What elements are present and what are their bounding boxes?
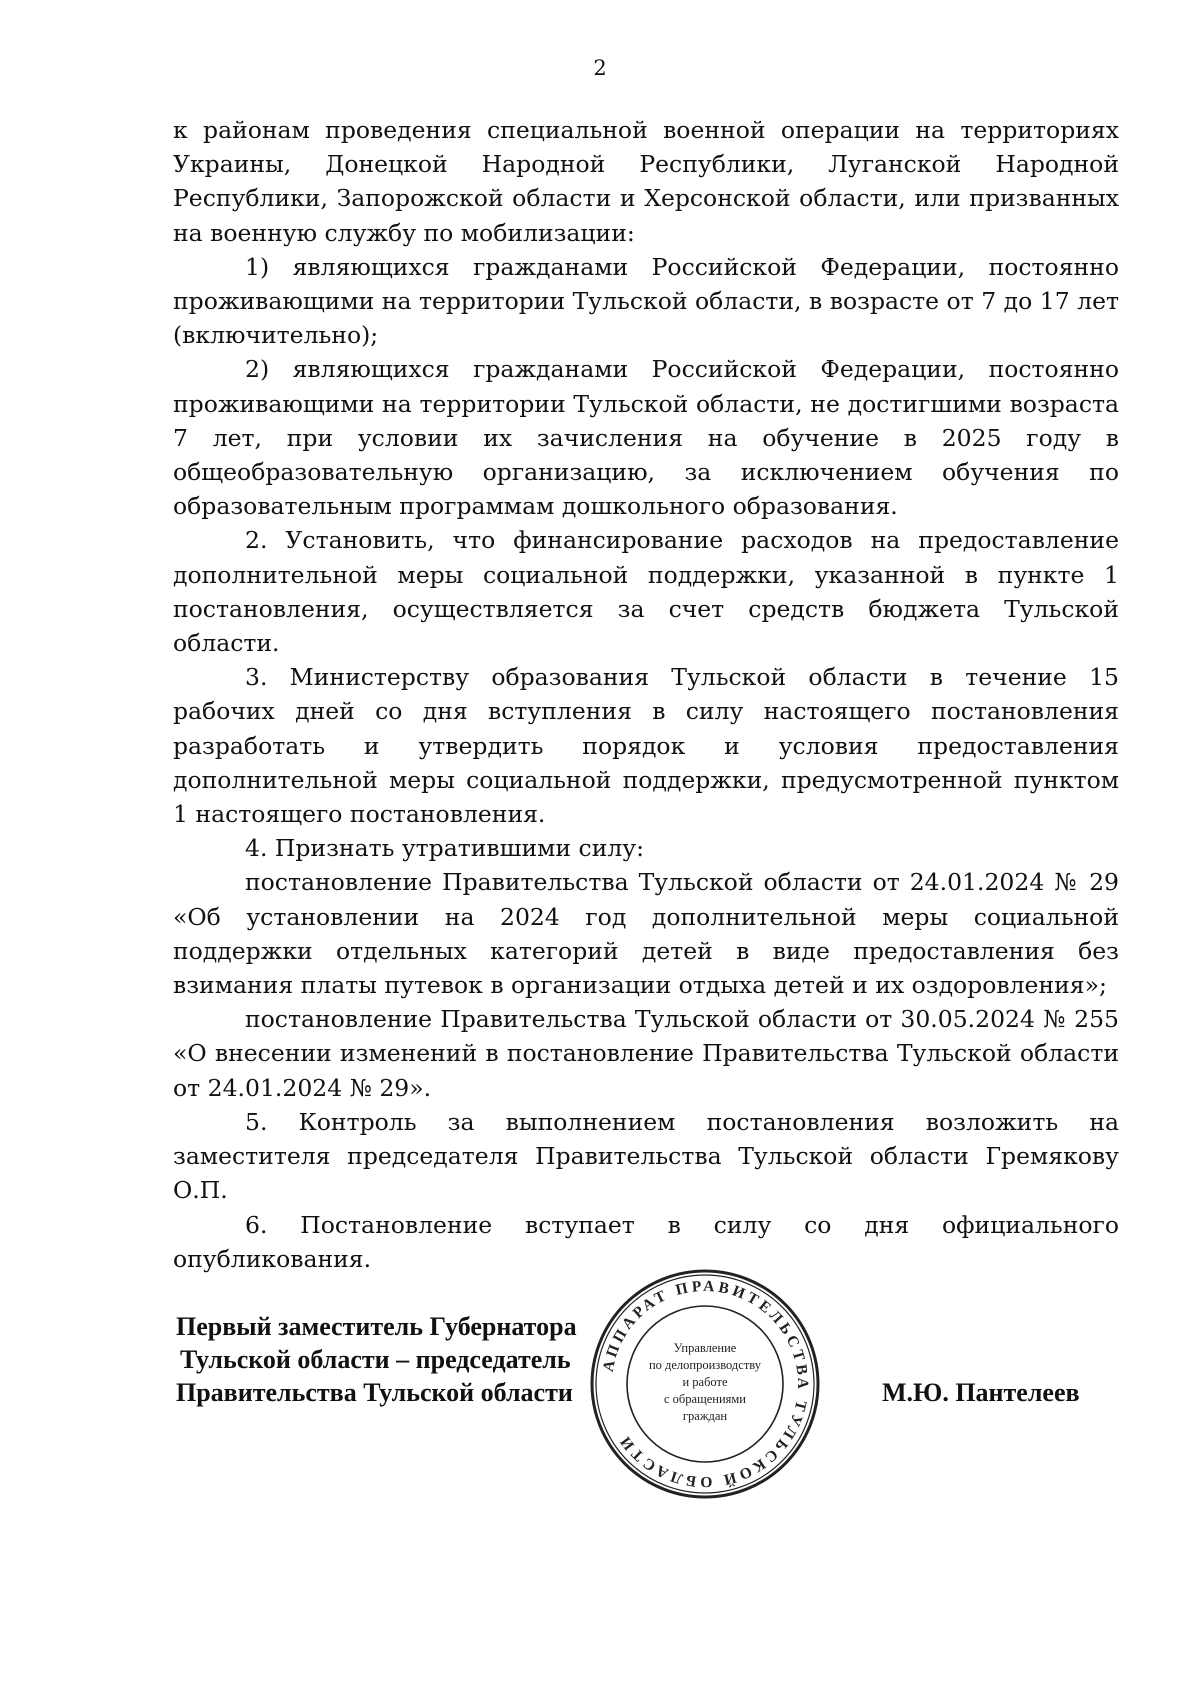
seal-ring-text: АППАРАТ ПРАВИТЕЛЬСТВА ТУЛЬСКОЙ ОБЛАСТИ (599, 1277, 812, 1491)
paragraph-continuation: к районам проведения специальной военной операции на территориях Украины, Донецкой Народной Республики, Луганской Народной Республики, Запорожской области и Херсонской области, или призванных на военную службу по мобилизации: (173, 116, 1119, 247)
document-body (173, 113, 1119, 1276)
repealed-act-2: постановление Правительства Тульской области от 30.05.2024 № 255 «О внесении изменений в постановление Правительства Тульской области от 24.01.2024 № 29». (173, 1005, 1119, 1102)
official-seal-icon (589, 1268, 821, 1500)
signatory-title-line-2: Тульской области – председатель (180, 1345, 571, 1374)
clause-4: 4. Признать утратившими силу: (245, 834, 645, 863)
signatory-title-line-3: Правительства Тульской области (176, 1378, 573, 1407)
signatory-title-line-1: Первый заместитель Губернатора (176, 1312, 577, 1341)
clause-3: 3. Министерству образования Тульской области в течение 15 рабочих дней со дня вступления в силу настоящего постановления разработать и утвердить порядок и условия предоставления дополнительной меры социальной поддержки, предусмотренной пунктом 1 настоящего постановления. (173, 663, 1119, 829)
repealed-act-1: постановление Правительства Тульской области от 24.01.2024 № 29 «Об установлении на 2024 год дополнительной меры социальной поддержки отдельных категорий детей в виде предоставления без взимания платы путевок в организации отдыха детей и их оздоровления»; (173, 868, 1119, 1000)
seal-center-line-5: граждан (682, 1409, 728, 1423)
clause-6: 6. Постановление вступает в силу со дня официального опубликования. (173, 1210, 1119, 1273)
list-item-1: 1) являющихся гражданами Российской Федерации, постоянно проживающими на территории Тульской области, в возрасте от 7 до 17 лет (включительно); (173, 252, 1119, 350)
page-number: 2 (593, 56, 607, 80)
list-item-2: 2) являющихся гражданами Российской Федерации, постоянно проживающими на территории Тульской области, не достигшими возраста 7 лет, при условии их зачисления на обучение в 2025 году в общеобразовательную организацию, за исключением обучения по образовательным программам дошкольного образования. (173, 355, 1119, 521)
seal-center-line-4: с обращениями (664, 1392, 746, 1406)
signatory-name: М.Ю. Пантелеев (882, 1378, 1080, 1407)
clause-5: 5. Контроль за выполнением постановления возложить на заместителя председателя Правительства Тульской области Гремякову О.П. (173, 1107, 1119, 1205)
seal-center-line-3: и работе (682, 1375, 728, 1389)
seal-center-line-2: по делопроизводству (648, 1358, 762, 1372)
clause-2: 2. Установить, что финансирование расходов на предоставление дополнительной меры социальной поддержки, указанной в пункте 1 постановления, осуществляется за счет средств бюджета Тульской области. (173, 526, 1119, 658)
seal-center-line-1: Управление (673, 1341, 737, 1355)
signatory-title (176, 1310, 577, 1409)
